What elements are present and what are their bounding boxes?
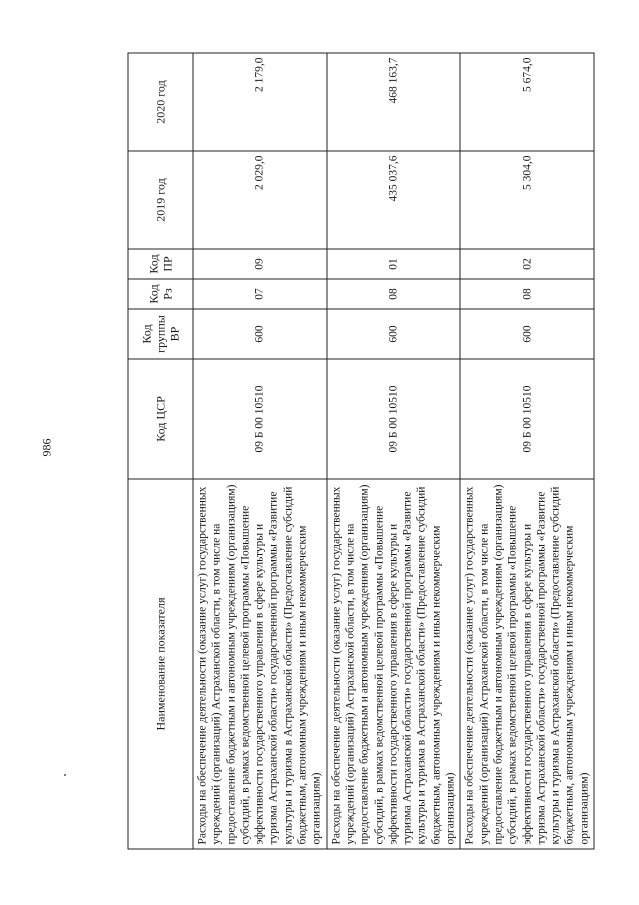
row-2019: 5 304,0 xyxy=(460,151,594,249)
row-csr: 09 Б 00 10510 xyxy=(326,359,460,479)
header-csr: Код ЦСР xyxy=(128,359,193,479)
row-rz: 08 xyxy=(326,279,460,309)
row-name: Расходы на обеспечение деятельности (оказание услуг) государственных учреждений (организаций) Астраханской области, в том числе на предоставление бюджетным и автономным учреждениям (организациям) субсидий, в рамках ведомственной целевой программы «Повышение эффективности государственного управления в сфере культуры и туризма Астраханской области» государственной программы «Развитие культуры и туризма в Астраханской области» (Предоставление субсидий бюджетным, автономным учреждениям и иным некоммерческим организациям) xyxy=(326,479,460,849)
header-2019: 2019 год xyxy=(128,151,193,249)
header-pr: Код ПР xyxy=(128,249,193,279)
row-2020: 468 163,7 xyxy=(326,53,460,151)
row-vr: 600 xyxy=(193,309,327,359)
row-pr: 02 xyxy=(460,249,594,279)
row-2019: 435 037,6 xyxy=(326,151,460,249)
scan-speck xyxy=(64,774,66,776)
table-row xyxy=(326,53,460,849)
header-name: Наименование показателя xyxy=(128,479,193,849)
row-pr: 01 xyxy=(326,249,460,279)
row-rz: 08 xyxy=(460,279,594,309)
table-row xyxy=(460,53,594,849)
rotated-table xyxy=(127,53,590,849)
row-2019: 2 029,0 xyxy=(193,151,327,249)
row-2020: 5 674,0 xyxy=(460,53,594,151)
table-header-row xyxy=(128,53,193,849)
budget-table-container xyxy=(127,53,590,849)
row-name: Расходы на обеспечение деятельности (оказание услуг) государственных учреждений (организаций) Астраханской области, в том числе на предоставление бюджетным и автономным учреждениям (организациям) субсидий, в рамках ведомственной целевой программы «Повышение эффективности государственного управления в сфере культуры и туризма Астраханской области» государственной программы «Развитие культуры и туризма в Астраханской области» (Предоставление субсидий бюджетным, автономным учреждениям и иным некоммерческим организациям) xyxy=(460,479,594,849)
table-row xyxy=(193,53,327,849)
row-rz: 07 xyxy=(193,279,327,309)
row-csr: 09 Б 00 10510 xyxy=(460,359,594,479)
row-pr: 09 xyxy=(193,249,327,279)
row-vr: 600 xyxy=(460,309,594,359)
header-2020: 2020 год xyxy=(128,53,193,151)
header-rz: Код Рз xyxy=(128,279,193,309)
page-number: 986 xyxy=(39,438,54,457)
row-csr: 09 Б 00 10510 xyxy=(193,359,327,479)
budget-table xyxy=(127,52,594,849)
row-name: Расходы на обеспечение деятельности (оказание услуг) государственных учреждений (организаций) Астраханской области, в том числе на предоставление бюджетным и автономным учреждениям (организациям) субсидий, в рамках ведомственной целевой программы «Повышение эффективности государственного управления в сфере культуры и туризма Астраханской области» государственной программы «Развитие культуры и туризма в Астраханской области» (Предоставление субсидий бюджетным, автономным учреждениям и иным некоммерческим организациям) xyxy=(193,479,327,849)
header-vr: Код группы ВР xyxy=(128,309,193,359)
row-2020: 2 179,0 xyxy=(193,53,327,151)
row-vr: 600 xyxy=(326,309,460,359)
